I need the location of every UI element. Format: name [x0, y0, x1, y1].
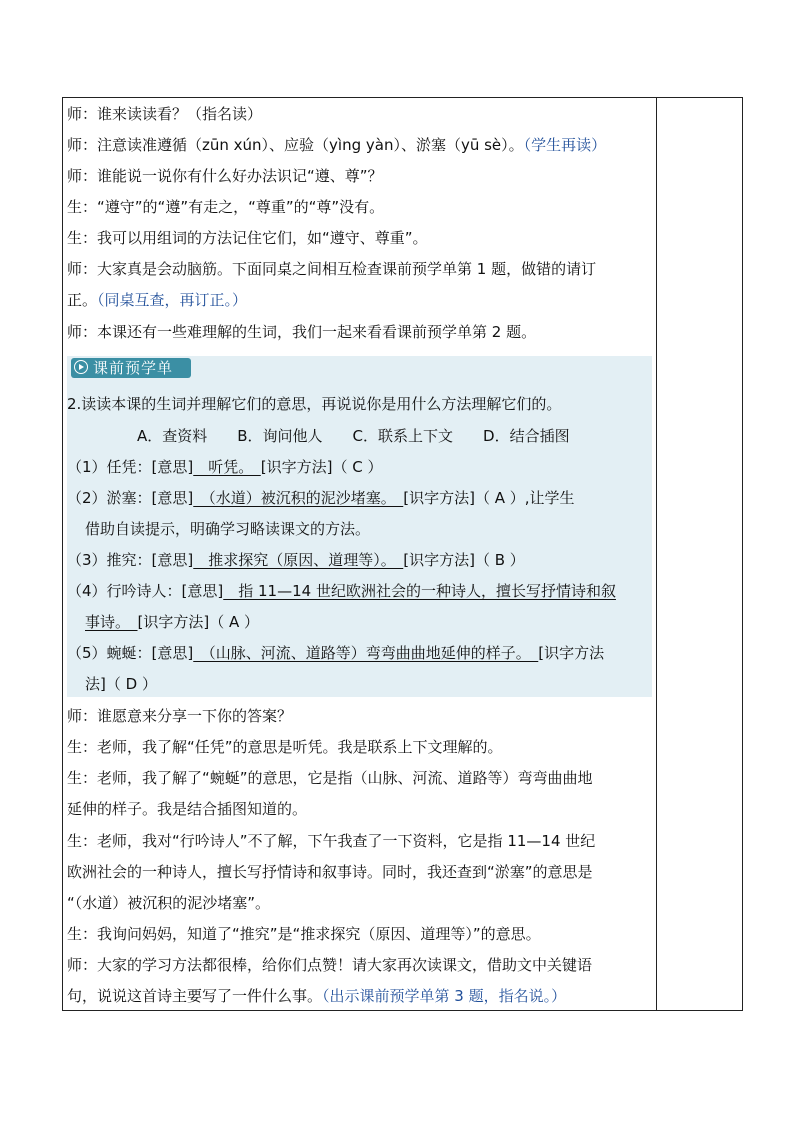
preview-item: （3）推究：[意思] 推求探究（原因、道理等）。 [识字方法]（ B ） — [67, 551, 525, 569]
dialogue-line: 延伸的样子。我是结合插图知道的。 — [67, 800, 308, 818]
dialogue-line: 师：谁来读读看？（指名读） — [67, 105, 263, 123]
dialogue-line: 句，说说这首诗主要写了一件什么事。（出示课前预学单第 3 题，指名说。） — [67, 987, 567, 1005]
dialogue-line: 生：老师，我了解“任凭”的意思是听凭。我是联系上下文理解的。 — [67, 738, 503, 756]
dialogue-line: 生：我可以用组词的方法记住它们，如“遵守、尊重”。 — [67, 229, 428, 247]
lesson-table — [62, 97, 743, 1011]
preview-sheet-label: 课前预学单 — [93, 359, 174, 377]
preview-item: （1）任凭：[意思] 听凭。 [识字方法]（ C ） — [67, 458, 383, 476]
preview-item: （2）淤塞：[意思] （水道）被沉积的泥沙堵塞。 [识字方法]（ A ）,让学生 — [67, 489, 575, 507]
dialogue-line: 欧洲社会的一种诗人，擅长写抒情诗和叙事诗。同时，我还查到“淤塞”的意思是 — [67, 863, 593, 881]
dialogue-line: “（水道）被沉积的泥沙堵塞”。 — [67, 894, 271, 912]
preview-item-cont: 事诗。 [识字方法]（ A ） — [85, 613, 260, 631]
preview-item-cont: 法]（ D ） — [85, 675, 157, 693]
dialogue-line: 生：“遵守”的“遵”有走之，“尊重”的“尊”没有。 — [67, 198, 385, 216]
preview-question: 2.读读本课的生词并理解它们的意思，再说说你是用什么方法理解它们的。 — [67, 395, 562, 413]
note: （同桌互查，再订正。） — [97, 291, 248, 309]
note: （学生再读） — [523, 136, 607, 154]
dialogue-line: 生：我询问妈妈，知道了“推究”是“推求探究（原因、道理等）”的意思。 — [67, 925, 541, 943]
preview-item: （5）蜿蜒：[意思] （山脉、河流、道路等）弯弯曲曲地延伸的样子。 [识字方法 — [67, 644, 605, 662]
dialogue-line: 师：大家真是会动脑筋。下面同桌之间相互检查课前预学单第 1 题，做错的请订 — [67, 260, 597, 278]
dialogue-line: 生：老师，我了解了“蜿蜒”的意思，它是指（山脉、河流、道路等）弯弯曲曲地 — [67, 769, 593, 787]
dialogue-line: 师：谁愿意来分享一下你的答案？ — [67, 707, 293, 725]
dialogue-line: 师：注意读准遵循（zūn xún）、应验（yìng yàn）、淤塞（yū sè）。（学生再读） — [67, 136, 607, 154]
dialogue-line: 生：老师，我对“行吟诗人”不了解，下午我查了一下资料，它是指 11—14 世纪 — [67, 832, 596, 850]
dialogue-line: 师：谁能说一说你有什么好办法识记“遵、尊”？ — [67, 167, 383, 185]
dialogue-line: 正。（同桌互查，再订正。） — [67, 291, 248, 309]
preview-item-cont: 借助自读提示，明确学习略读课文的方法。 — [85, 520, 371, 538]
dialogue-line: 师：本课还有一些难理解的生词，我们一起来看看课前预学单第 2 题。 — [67, 323, 537, 341]
column-divider — [656, 98, 657, 1010]
preview-item: （4）行吟诗人：[意思] 指 11—14 世纪欧洲社会的一种诗人，擅长写抒情诗和叙 — [67, 582, 616, 600]
dialogue-line: 师：大家的学习方法都很棒，给你们点赞！请大家再次读课文，借助文中关键语 — [67, 956, 593, 974]
preview-options: A．查资料 B．询问他人 C．联系上下文 D．结合插图 — [137, 427, 570, 445]
preview-sheet-tag — [71, 358, 191, 378]
note: （出示课前预学单第 3 题，指名说。） — [322, 987, 567, 1005]
play-icon — [74, 360, 88, 374]
